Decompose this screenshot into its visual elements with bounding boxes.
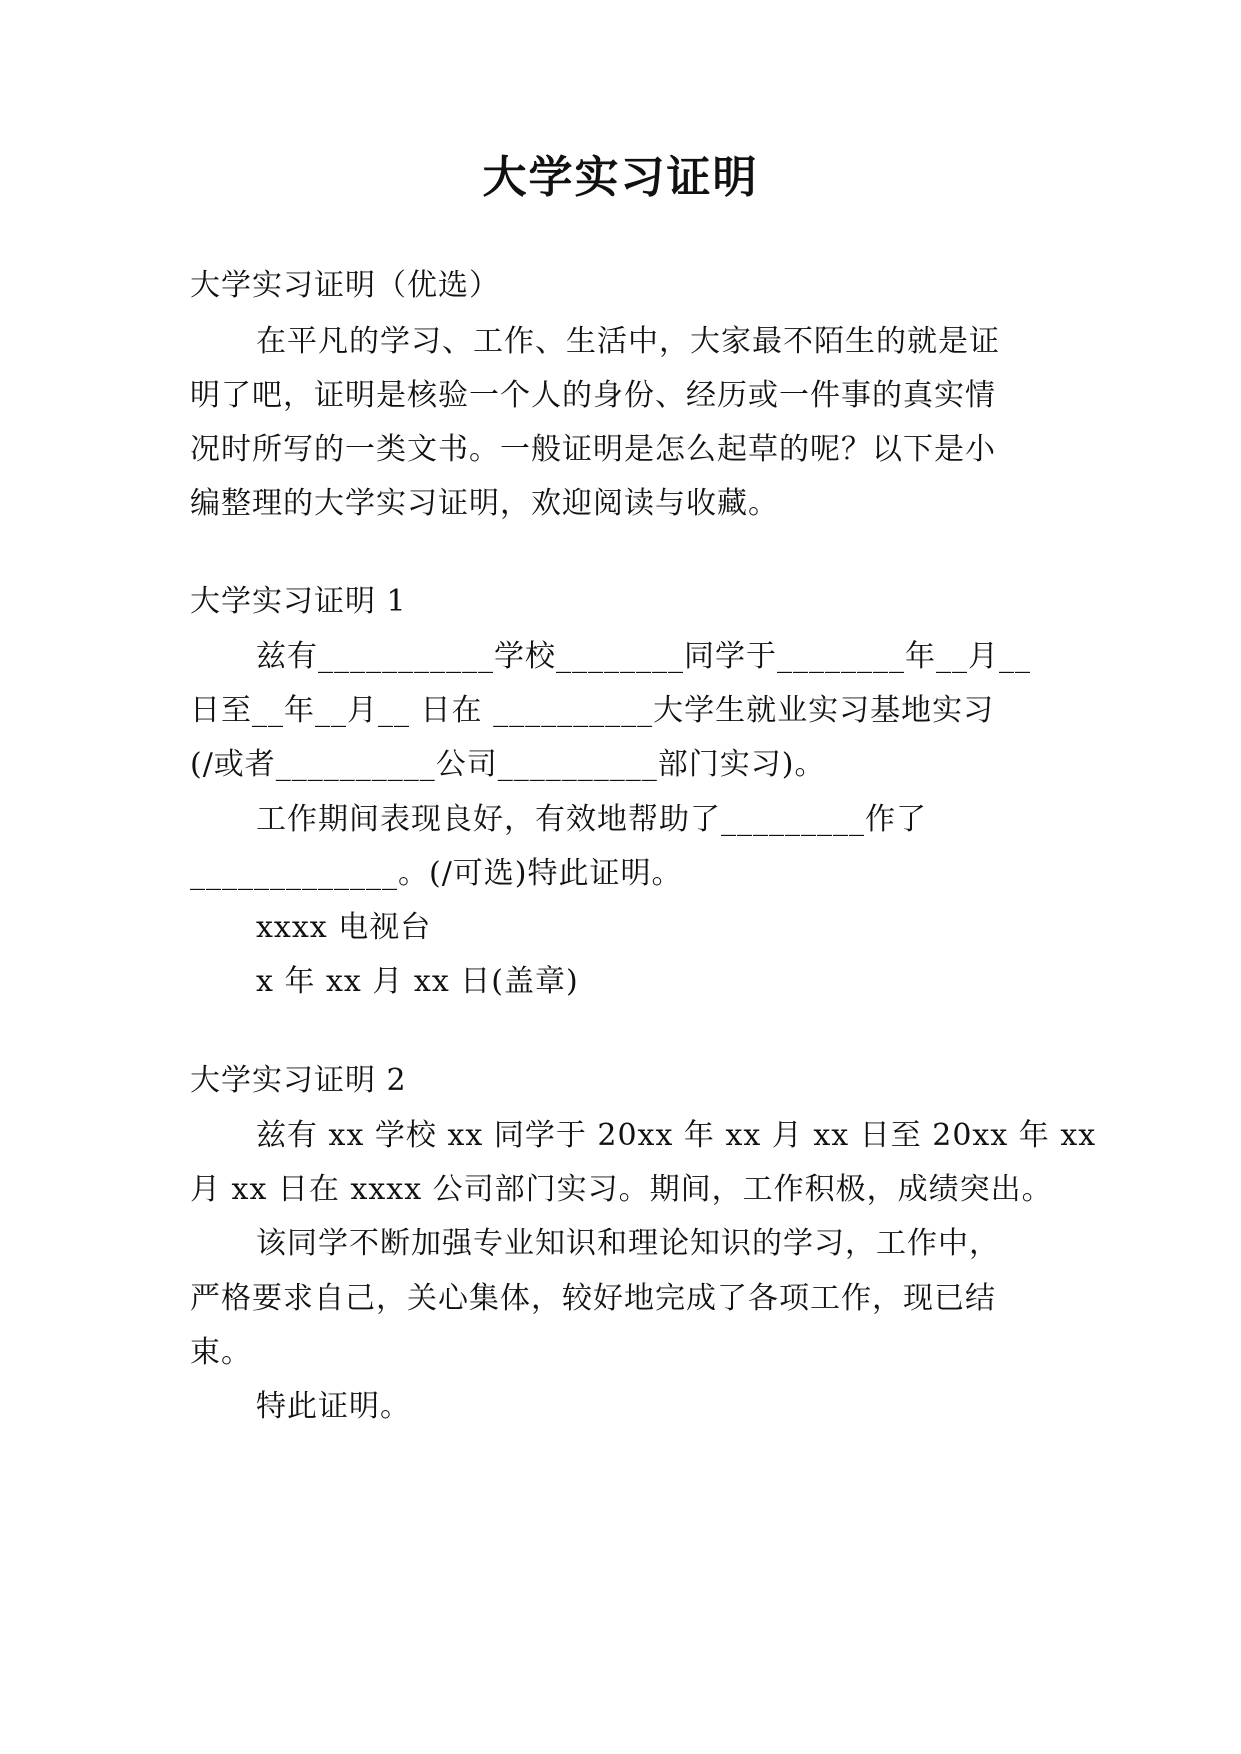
section1-line: 工作期间表现良好，有效地帮助了_________作了 bbox=[256, 802, 927, 837]
section2-closing: 特此证明。 bbox=[256, 1389, 411, 1424]
section1-heading: 大学实习证明 1 bbox=[190, 584, 407, 619]
section2-heading: 大学实习证明 2 bbox=[190, 1063, 407, 1098]
section2-line: 严格要求自己，关心集体，较好地完成了各项工作，现已结 bbox=[190, 1281, 996, 1316]
intro-paragraph-line: 编整理的大学实习证明，欢迎阅读与收藏。 bbox=[190, 486, 779, 521]
section1-signature-org: xxxx 电视台 bbox=[256, 910, 432, 945]
intro-heading: 大学实习证明（优选） bbox=[190, 268, 500, 303]
intro-paragraph-line: 况时所写的一类文书。一般证明是怎么起草的呢？以下是小 bbox=[190, 432, 996, 467]
section1-line: 兹有___________学校________同学于________年__月__ bbox=[256, 639, 1031, 674]
section1-line: 日至__年__月__ 日在 __________大学生就业实习基地实习 bbox=[190, 693, 995, 728]
section1-signature-date: x 年 xx 月 xx 日(盖章) bbox=[256, 964, 579, 999]
section2-line: 束。 bbox=[190, 1335, 252, 1370]
section2-line: 该同学不断加强专业知识和理论知识的学习，工作中， bbox=[256, 1226, 1000, 1261]
section1-line: (/或者__________公司__________部门实习)。 bbox=[190, 747, 826, 782]
document-title: 大学实习证明 bbox=[482, 152, 759, 203]
intro-paragraph-line: 明了吧，证明是核验一个人的身份、经历或一件事的真实情 bbox=[190, 378, 996, 413]
intro-paragraph-line: 在平凡的学习、工作、生活中，大家最不陌生的就是证 bbox=[256, 324, 1000, 359]
section1-line: _____________。(/可选)特此证明。 bbox=[190, 856, 683, 891]
section2-line: 兹有 xx 学校 xx 同学于 20xx 年 xx 月 xx 日至 20xx 年 xx bbox=[256, 1118, 1097, 1153]
section2-line: 月 xx 日在 xxxx 公司部门实习。期间，工作积极，成绩突出。 bbox=[190, 1172, 1053, 1207]
